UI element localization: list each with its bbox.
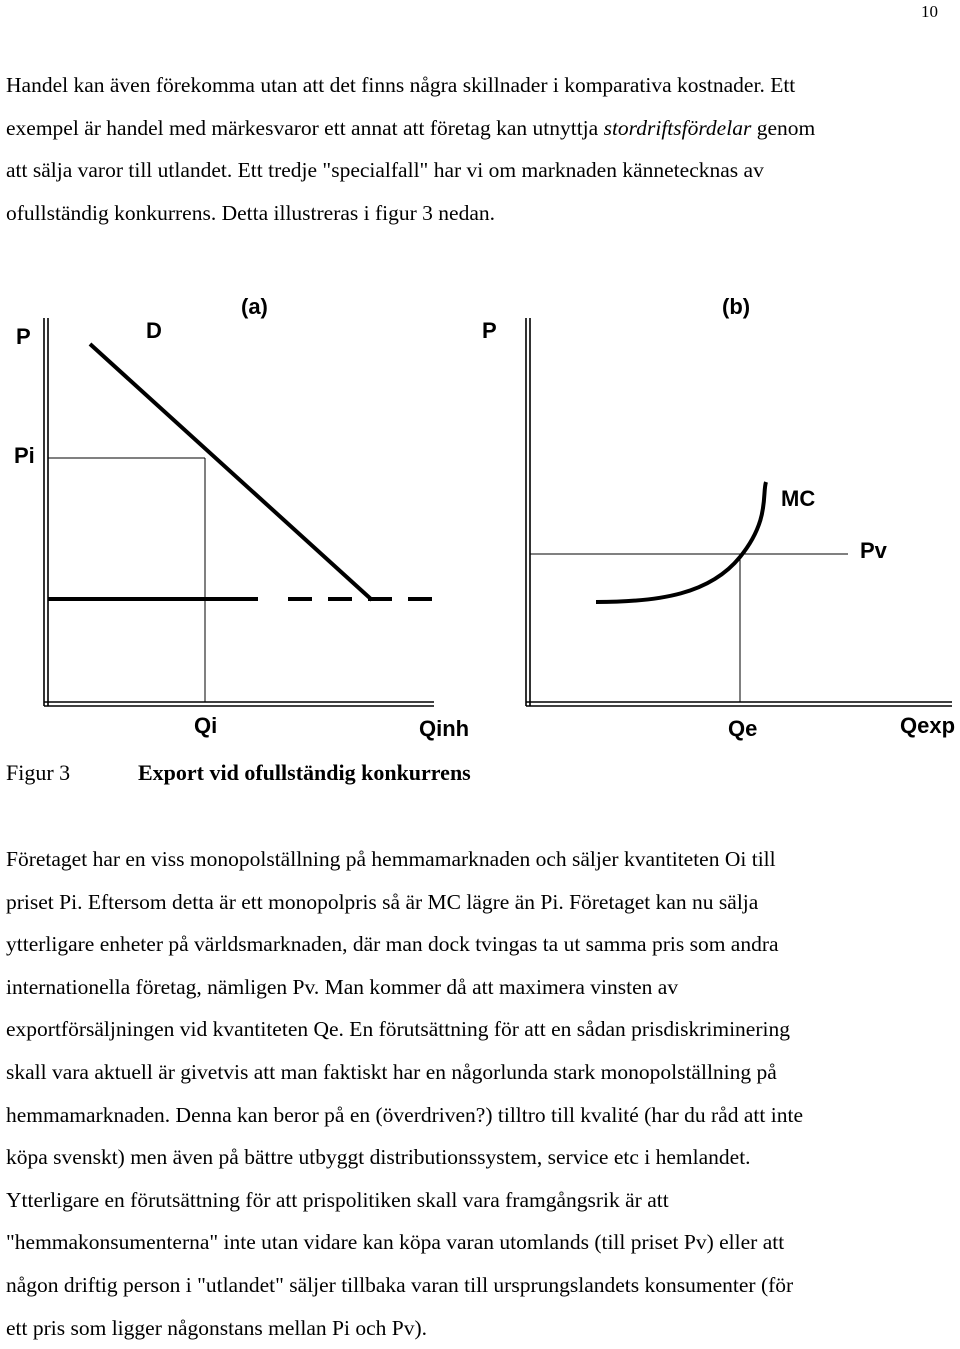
intro-line: att sälja varor till utlandet. Ett tredje "specialfall" har vi om marknaden kännetecknas av [6,158,764,183]
body-line: "hemmakonsumenterna" inte utan vidare kan köpa varan utomlands (till priset Pv) eller att [6,1230,785,1255]
figure-caption-label: Figur 3 [6,760,71,785]
body-line: internationella företag, nämligen Pv. Man kommer då att maximera vinsten av [6,974,679,999]
price-pi-label: Pi [14,443,35,468]
qi-label: Qi [194,713,218,738]
body-line: någon driftig person i "utlandet" säljer tillbaka varan till ursprungslandets konsumenter (för [6,1272,794,1297]
body-line: skall vara aktuell är givetvis att man faktiskt har en någorlunda stark monopolställning på [6,1059,777,1084]
page-number: 10 [921,2,938,21]
intro-line: exempel är handel med märkesvaror ett annat att företag kan utnyttja stordriftsfördelar genom [6,115,816,140]
body-line: ett pris som ligger någonstans mellan Pi och Pv). [6,1315,427,1340]
emphasis-text: stordriftsfördelar [603,115,752,140]
panel-b-y-axis-label: P [482,318,497,343]
intro-line: Handel kan även förekomma utan att det finns några skillnader i komparativa kostnader. Ett [6,73,796,97]
figure-3-diagram [0,282,960,742]
body-line: Företaget har en viss monopolställning på hemmamarknaden och säljer kvantiteten Oi till [6,847,776,871]
body-paragraph [6,838,956,1349]
body-line: priset Pi. Eftersom detta är ett monopolpris så är MC lägre än Pi. Företaget kan nu sälja [6,889,759,914]
demand-label: D [146,318,162,343]
panel-a [44,318,434,706]
body-line: exportförsäljningen vid kvantiteten Qe. En förutsättning för att en sådan prisdiskriminering [6,1017,790,1042]
qexp-label: Qexp [900,713,956,738]
panel-b [526,318,952,706]
body-line: Ytterligare en förutsättning för att prispolitiken skall vara framgångsrik är att [6,1187,669,1212]
panel-a-y-axis-label: P [16,324,31,349]
body-line: köpa svenskt) men även på bättre utbyggt distributionssystem, service etc i hemlandet. [6,1145,751,1170]
qinh-label: Qinh [419,716,470,741]
mc-label: MC [781,486,816,511]
figure-caption-title: Export vid ofullständig konkurrens [138,760,471,785]
qe-label: Qe [728,716,758,741]
panel-b-title: (b) [722,294,751,319]
price-pv-label: Pv [860,538,887,563]
panel-a-title: (a) [241,294,268,319]
body-line: hemmamarknaden. Denna kan beror på en (överdriven?) tilltro till kvalité (har du råd att inte [6,1102,803,1127]
body-line: ytterligare enheter på världsmarknaden, där man dock tvingas ta ut samma pris som andra [6,932,779,957]
intro-paragraph [6,64,956,234]
intro-line: ofullständig konkurrens. Detta illustreras i figur 3 nedan. [6,200,496,225]
